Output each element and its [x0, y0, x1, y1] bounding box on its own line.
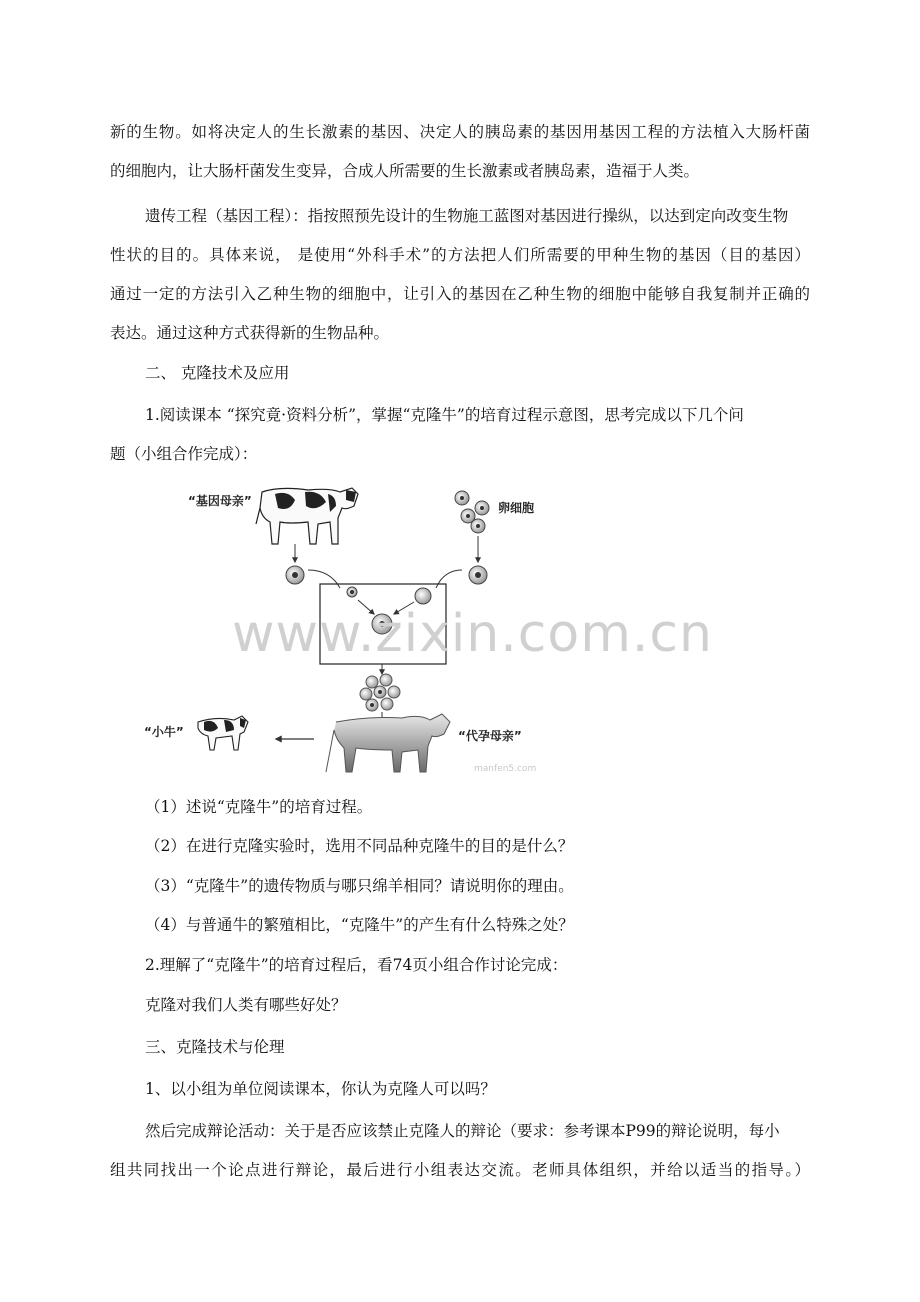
paragraph-line: 表达。通过这种方式获得新的生物品种。	[110, 324, 390, 342]
question-line: 题（小组合作完成）：	[110, 445, 258, 463]
surrogate-mother-cow-icon	[326, 714, 450, 772]
question-line: 2.理解了“克隆牛”的培育过程后，看74页小组合作讨论完成：	[145, 956, 568, 974]
paragraph-line: 组共同找出一个论点进行辩论，最后进行小组表达交流。老师具体组织，并给以适当的指导。）	[110, 1161, 810, 1179]
question-line: 1.阅读课本 “探究竟·资料分析”，掌握“克隆牛”的培育过程示意图，思考完成以下几个问	[145, 406, 744, 424]
nucleus-icon	[347, 587, 357, 597]
source-mark: manfen5.com	[474, 764, 537, 774]
watermark: www.zixin.com.cn	[232, 604, 713, 664]
connector-curve	[436, 570, 462, 588]
calf-cow-icon	[198, 716, 248, 750]
paragraph-line: 然后完成辩论活动：关于是否应该禁止克隆人的辩论（要求：参考课本P99的辩论说明，每小	[145, 1122, 780, 1140]
label-calf: “小牛”	[144, 725, 184, 739]
paragraph-line: 新的生物。如将决定人的生长激素的基因、决定人的胰岛素的基因用基因工程的方法植入大肠杆菌	[110, 123, 810, 141]
question-line: （1）述说“克隆牛”的培育过程。	[145, 798, 373, 816]
body-cell-icon	[286, 566, 304, 584]
label-surrogate-mother: “代孕母亲”	[458, 729, 522, 743]
question-line: 1、以小组为单位阅读课本，你认为克隆人可以吗？	[145, 1080, 496, 1098]
connector-curve	[308, 570, 340, 588]
enucleated-egg-icon	[415, 588, 431, 604]
egg-cell-icon	[469, 566, 487, 584]
label-gene-mother: “基因母亲”	[188, 494, 252, 508]
gene-mother-cow-icon	[256, 488, 358, 544]
label-egg-cell: 卵细胞	[498, 501, 535, 515]
paragraph-line: 性状的目的。具体来说， 是使用“外科手术”的方法把人们所需要的甲种生物的基因（目的基因）	[110, 246, 810, 264]
paragraph-line: 遗传工程（基因工程）：指按照预先设计的生物施工蓝图对基因进行操纵，以达到定向改变生物	[145, 207, 789, 225]
embryo-icon	[360, 674, 400, 711]
paragraph-line: 通过一定的方法引入乙种生物的细胞中，让引入的基因在乙种生物的细胞中能够自我复制并正确的	[110, 285, 810, 303]
section-heading: 二、 克隆技术及应用	[145, 364, 290, 382]
question-line: 克隆对我们人类有哪些好处？	[145, 996, 347, 1014]
egg-cell-cluster-icon	[455, 491, 489, 533]
paragraph-line: 的细胞内，让大肠杆菌发生变异，合成人所需要的生长激素或者胰岛素，造福于人类。	[110, 162, 700, 180]
question-line: （4）与普通牛的繁殖相比，“克隆牛”的产生有什么特殊之处？	[145, 916, 574, 934]
section-heading: 三、克隆技术与伦理	[145, 1038, 285, 1056]
question-line: （2）在进行克隆实验时，选用不同品种克隆牛的目的是什么？	[145, 837, 574, 855]
question-line: （3）“克隆牛”的遗传物质与哪只绵羊相同？请说明你的理由。	[145, 877, 574, 895]
